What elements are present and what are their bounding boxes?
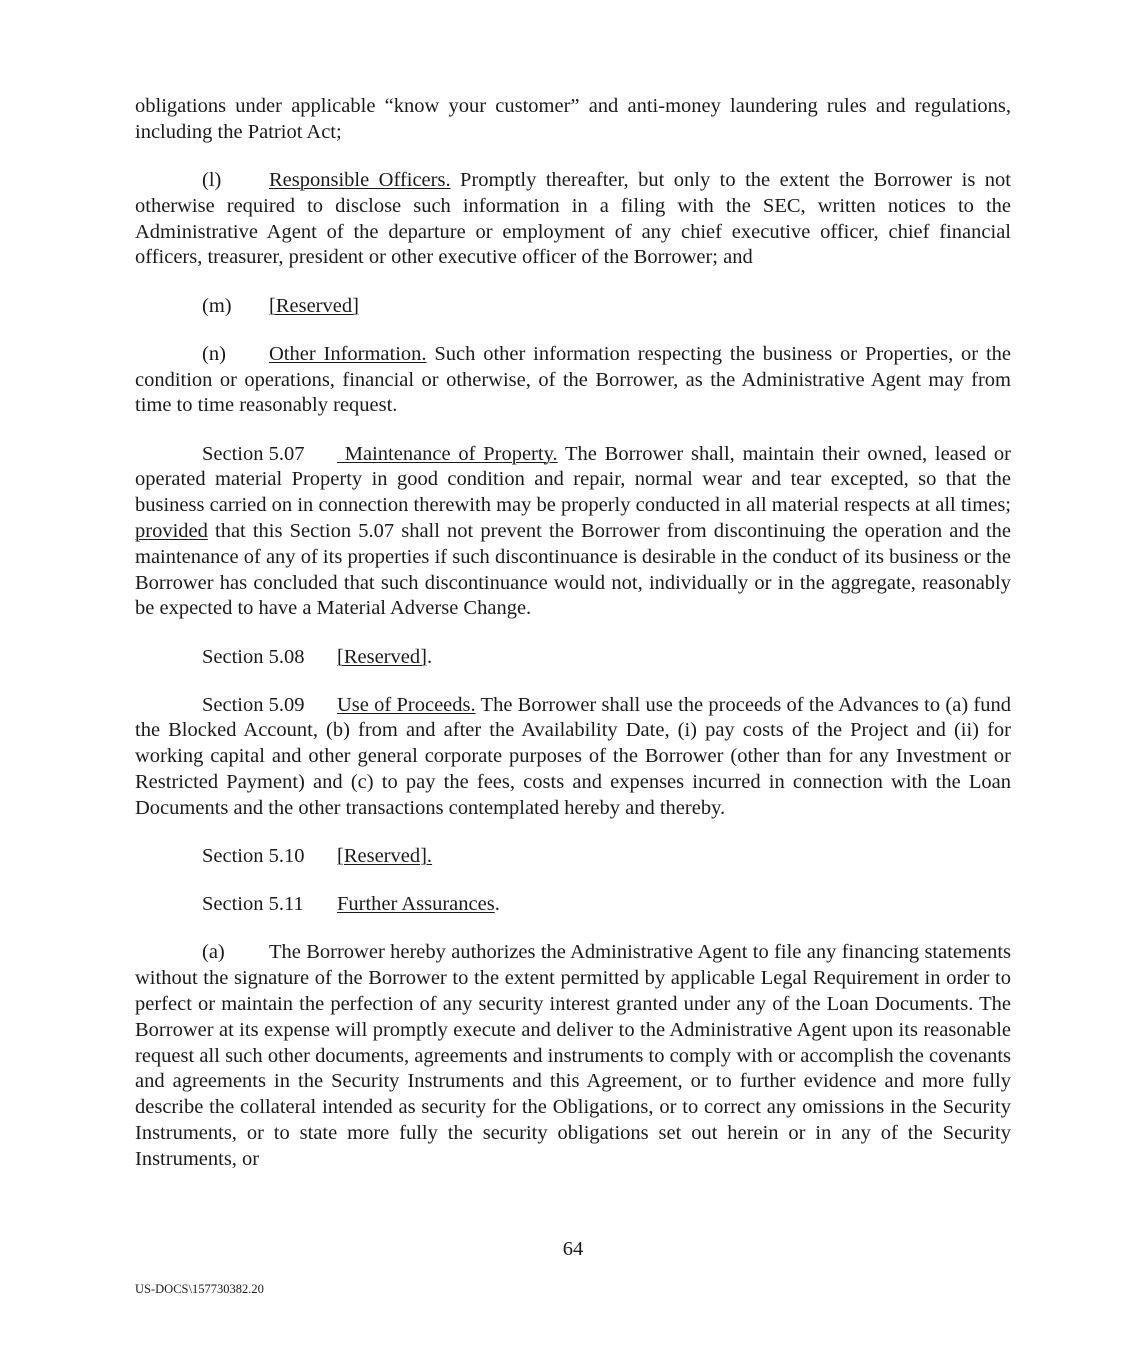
section-heading-tail: .: [426, 645, 433, 668]
document-page: [135, 94, 1011, 1195]
clause-heading: Responsible Officers.: [269, 168, 451, 191]
section-heading: [Reserved].: [337, 845, 433, 868]
clause-label: (n): [202, 342, 226, 365]
paragraph-text: The Borrower shall, maintain their owned, leased or operated material Property in good condition and repair, normal wear and tear excepted, so that the business carried on in connection therewith may be properly conducted in all material respects at all times;: [135, 442, 1011, 517]
paragraph-n-other-information: [135, 342, 1011, 419]
section-5-09-use-of-proceeds: [135, 693, 1011, 822]
paragraph-text: Promptly thereafter, but only to the extent the Borrower is not otherwise required to disclose such information in a filing with the SEC, written notices to the Administrative Agent of the departure or employment of any chief executive officer, chief financial officers, treasurer, president or other executive officer of the Borrower; and: [135, 168, 1011, 269]
clause-label: (a): [202, 941, 225, 964]
section-heading: Maintenance of Property.: [337, 442, 558, 465]
provided-term: provided: [135, 519, 208, 542]
paragraph-text: Such other information respecting the business or Properties, or the condition or operations, financial or otherwise, of the Borrower, as the Administrative Agent may from time to time reasonably request.: [135, 342, 1012, 417]
paragraph-a-financing-statements: [135, 940, 1011, 1172]
page-number: 64: [562, 1238, 584, 1260]
section-label: Section 5.09: [202, 693, 305, 716]
paragraph-kyc-continuation: [135, 94, 1011, 146]
paragraph-m-reserved: [135, 294, 1011, 320]
section-5-10-reserved: [135, 844, 1011, 870]
section-label: Section 5.08: [202, 645, 305, 668]
document-id: US-DOCS\157730382.20: [135, 1282, 264, 1296]
clause-heading: [Reserved]: [269, 294, 359, 317]
section-heading: [Reserved]: [337, 645, 427, 668]
paragraph-text: obligations under applicable “know your customer” and anti-money laundering rules and regulations, including the Patriot Act;: [135, 95, 1011, 143]
section-5-08-reserved: [135, 645, 1011, 671]
paragraph-l-responsible-officers: [135, 168, 1011, 271]
section-heading-tail: .: [494, 893, 500, 916]
section-label: Section 5.10: [202, 845, 305, 868]
section-heading: Further Assurances: [337, 893, 495, 916]
section-5-07-maintenance-of-property: [135, 442, 1011, 623]
section-label: Section 5.11: [202, 893, 304, 916]
paragraph-text: The Borrower shall use the proceeds of the Advances to (a) fund the Blocked Account, (b) from and after the Availability Date, (i) pay costs of the Project and (ii) for working capital and other general corporate purposes of the Borrower (other than for any Investment or Restricted Payment) and (c) to pay the fees, costs and expenses incurred in connection with the Loan Documents and the other transactions contemplated hereby and thereby.: [135, 693, 1011, 819]
clause-label: (l): [202, 168, 222, 191]
clause-heading: Other Information.: [269, 342, 427, 365]
paragraph-text: The Borrower hereby authorizes the Administrative Agent to file any financing statements without the signature of the Borrower to the extent permitted by applicable Legal Requirement in order to perfect or maintain the perfection of any security interest granted under any of the Loan Documents. The Borrower at its expense will promptly execute and deliver to the Administrative Agent upon its reasonable request all such other documents, agreements and instruments to comply with or accomplish the covenants and agreements in the Security Instruments and this Agreement, or to further evidence and more fully describe the collateral intended as security for the Obligations, or to correct any omissions in the Security Instruments, or to state more fully the security obligations set out herein or in any of the Security Instruments, or: [135, 941, 1011, 1170]
paragraph-text: that this Section 5.07 shall not prevent the Borrower from discontinuing the operation and the maintenance of any of its properties if such discontinuance is desirable in the conduct of its business or the Borrower has concluded that such discontinuance would not, individually or in the aggregate, reasonably be expected to have a Material Adverse Change.: [135, 519, 1011, 620]
section-heading: Use of Proceeds.: [337, 693, 476, 716]
section-5-11-further-assurances: [135, 892, 1011, 918]
section-label: Section 5.07: [202, 442, 305, 465]
clause-label: (m): [202, 294, 232, 317]
